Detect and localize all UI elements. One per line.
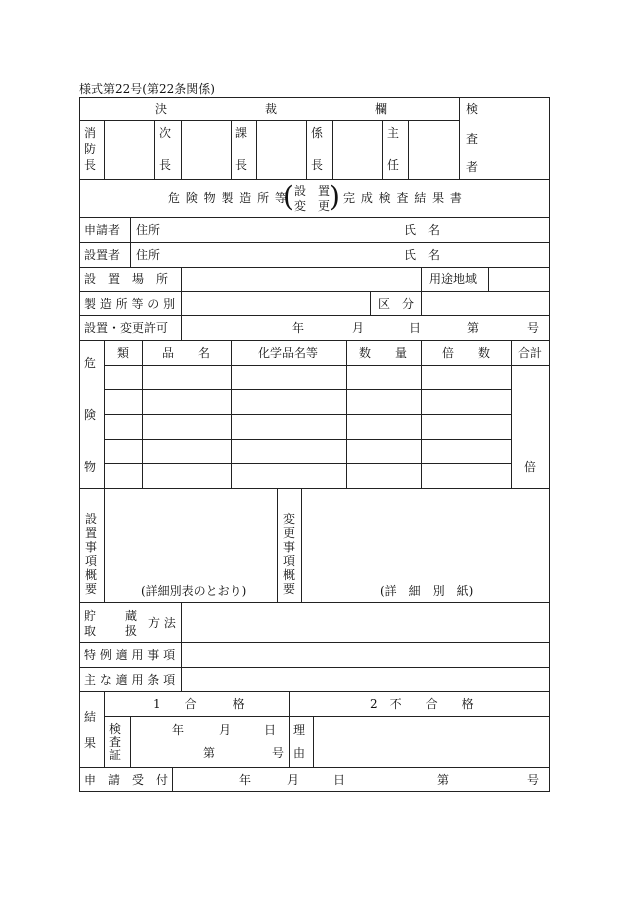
result-pass: 1 合 格 (153, 697, 245, 711)
inspector-char-1: 検 (466, 102, 479, 116)
cert-char-2: 査 (109, 735, 122, 749)
installer-label: 設置者 (84, 248, 121, 262)
storage-char-1: 貯 (84, 609, 97, 623)
hazmat-total-unit: 倍 (524, 460, 537, 474)
cert-day: 日 (264, 723, 277, 737)
role-chief-2: 防 (84, 142, 97, 156)
receipt-day: 日 (333, 773, 346, 787)
reason-char-1: 理 (293, 723, 306, 737)
role-section-2: 長 (235, 158, 248, 172)
storage-char-4: 扱 (125, 624, 138, 638)
installer-address-label: 住所 (136, 248, 161, 262)
role-deputy-2: 長 (159, 158, 172, 172)
main-clause-label: 主 な 適 用 条 項 (84, 673, 176, 687)
title-brace-left: ( (283, 180, 294, 213)
permit-month: 月 (352, 321, 365, 335)
location-label: 設 置 場 所 (84, 272, 169, 286)
role-section-1: 課 (235, 126, 248, 140)
cert-char-3: 証 (109, 748, 122, 762)
result-side-1: 結 (84, 710, 97, 724)
receipt-go: 号 (527, 773, 540, 787)
division-label: 区 分 (378, 297, 415, 311)
reason-char-2: 由 (293, 746, 306, 760)
cert-char-1: 検 (109, 722, 122, 736)
permit-go: 号 (527, 321, 540, 335)
hazmat-col-quantity: 数 量 (358, 346, 408, 360)
decision-header-2: 裁 (265, 102, 278, 116)
hazmat-side-1: 危 (84, 356, 97, 370)
special-label: 特 例 適 用 事 項 (84, 648, 176, 662)
storage-method-label: 方 法 (148, 616, 176, 630)
hazmat-side-2: 険 (84, 408, 97, 422)
hazmat-col-total: 合計 (517, 346, 543, 360)
result-side-2: 果 (84, 736, 97, 750)
role-deputy-1: 次 (159, 126, 172, 140)
role-staff-2: 任 (387, 158, 400, 172)
applicant-label: 申請者 (84, 223, 121, 237)
role-chief-3: 長 (84, 158, 97, 172)
role-staff-1: 主 (387, 126, 400, 140)
change-summary-note: (詳 細 別 紙) (380, 584, 474, 598)
cert-go: 号 (272, 746, 285, 760)
role-subsection-1: 係 (311, 126, 324, 140)
receipt-label: 申 請 受 付 (84, 773, 169, 787)
hazmat-col-multiple: 倍 数 (441, 346, 491, 360)
receipt-year: 年 (239, 773, 252, 787)
cert-no: 第 (203, 746, 216, 760)
result-fail: 2 不 合 格 (370, 697, 474, 711)
zone-label: 用途地域 (429, 272, 478, 286)
hazmat-side-3: 物 (84, 460, 97, 474)
installer-name-label: 氏 名 (404, 248, 441, 262)
storage-char-2: 取 (84, 624, 97, 638)
category-label: 製 造 所 等 の 別 (84, 297, 176, 311)
hazmat-col-class: 類 (116, 346, 130, 360)
title-prefix: 危 険 物 製 造 所 等 (168, 191, 288, 205)
decision-header-3: 欄 (375, 102, 388, 116)
title-brace-right: ) (329, 180, 340, 213)
cert-year: 年 (172, 723, 185, 737)
storage-char-3: 蔵 (125, 609, 138, 623)
decision-header-1: 決 (155, 102, 168, 116)
cert-month: 月 (219, 723, 232, 737)
inspector-char-3: 者 (466, 160, 479, 174)
permit-label: 設置・変更許可 (84, 321, 169, 335)
permit-no: 第 (467, 321, 480, 335)
form-number: 様式第22号(第22条関係) (79, 82, 215, 96)
title-option-change: 変 更 (294, 199, 331, 213)
title-option-install: 設 置 (294, 184, 331, 198)
hazmat-col-product: 品 名 (161, 346, 211, 360)
applicant-address-label: 住所 (136, 223, 161, 237)
title-suffix: 完 成 検 査 結 果 書 (343, 191, 463, 205)
hazmat-col-chemical: 化学品名等 (257, 346, 319, 360)
inspector-char-2: 査 (466, 132, 479, 146)
role-chief-1: 消 (84, 126, 97, 140)
receipt-month: 月 (287, 773, 300, 787)
permit-year: 年 (292, 321, 305, 335)
install-summary-label: 設置事項概要 (84, 512, 97, 596)
change-summary-label: 変更事項概要 (282, 512, 295, 596)
role-subsection-2: 長 (311, 158, 324, 172)
applicant-name-label: 氏 名 (404, 223, 441, 237)
receipt-no: 第 (437, 773, 450, 787)
install-summary-note: (詳細別表のとおり) (141, 584, 247, 598)
permit-day: 日 (409, 321, 422, 335)
